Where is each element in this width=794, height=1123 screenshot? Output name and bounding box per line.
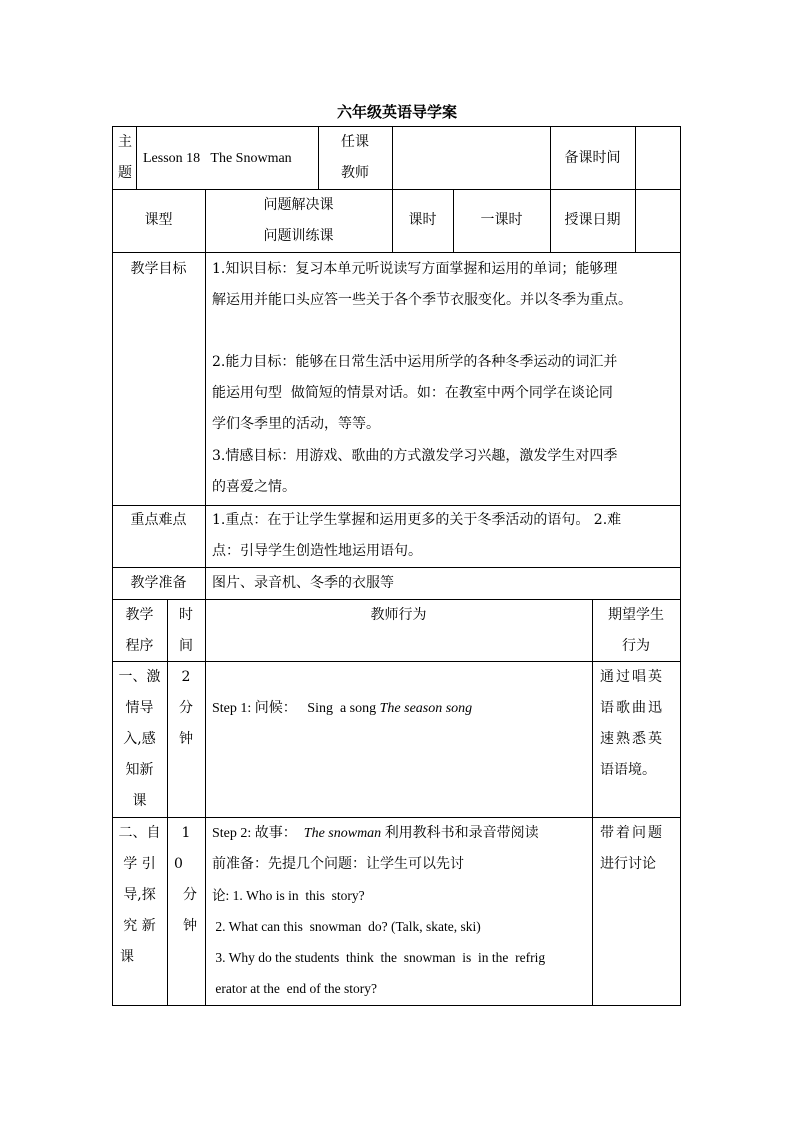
step1-procedure: 一、激	[118, 669, 161, 685]
objectives-line: 能运用句型 做简短的情景对话。如：在教室中两个同学在谈论同	[212, 385, 613, 401]
topic-label: 主题	[118, 134, 132, 181]
step1-student: 速熟悉英	[600, 731, 664, 747]
type-value-2: 问题训练课	[263, 228, 334, 244]
step1-time: 分	[179, 700, 193, 716]
objectives-line: 学们冬季里的活动，等等。	[212, 416, 380, 432]
step2-time: 钟	[183, 918, 197, 934]
step1-action-text: Step 1: 问候： Sing a song	[212, 701, 380, 716]
keypoints-line: 1.重点：在于让学生掌握和运用更多的关于冬季活动的语句。 2.难	[212, 512, 622, 528]
row-divider	[112, 252, 680, 253]
col-divider	[392, 126, 393, 189]
question-line: 论: 1. Who is in this story?	[212, 888, 365, 903]
preparation-label: 教学准备	[130, 575, 187, 591]
col-divider	[318, 126, 319, 189]
period-value: 一课时	[480, 212, 523, 228]
step2-procedure: 课	[120, 949, 134, 965]
table-border-top	[112, 126, 680, 127]
col-divider	[635, 126, 636, 189]
step2-action-text: 利用教科书和录音带阅读	[381, 826, 539, 841]
question-line: erator at the end of the story?	[212, 981, 377, 996]
prep-time-label: 备课时间	[564, 150, 621, 166]
objectives-label: 教学目标	[130, 261, 187, 277]
time-header: 间	[179, 638, 193, 654]
step1-procedure: 情导	[125, 700, 154, 716]
period-label: 课时	[408, 212, 437, 228]
keypoints-line: 点：引导学生创造性地运用语句。	[212, 543, 422, 559]
step1-action	[212, 662, 590, 724]
step2-procedure: 究 新	[123, 918, 156, 934]
row-divider	[112, 189, 680, 190]
objectives-line: 2.能力目标：能够在日常生活中运用所学的各种冬季运动的词汇并	[212, 354, 618, 370]
step1-time: 钟	[179, 731, 193, 747]
question-line: 3. Why do the students think the snowman is in the refrig	[212, 950, 546, 965]
step2-time: 1	[181, 825, 191, 841]
objectives-line: 1.知识目标：复习本单元听说读写方面掌握和运用的单词；能够理	[212, 261, 618, 277]
objectives-line: 3.情感目标：用游戏、歌曲的方式激发学习兴趣，激发学生对四季	[212, 448, 618, 464]
step2-action-text: Step 2: 故事：	[212, 826, 304, 841]
page-title: 六年级英语导学案	[336, 103, 457, 121]
question-line: 2. What can this snowman do? (Talk, skate, ski)	[212, 919, 481, 934]
topic-value: Lesson 18 The Snowman	[143, 151, 292, 166]
objectives-line: 的喜爱之情。	[212, 479, 296, 495]
step2-procedure: 二、自	[118, 825, 161, 841]
step2-procedure: 学 引	[123, 856, 156, 872]
type-value-1: 问题解决课	[263, 197, 334, 213]
time-header: 时	[179, 607, 193, 623]
step1-student: 语语境。	[600, 762, 656, 778]
procedure-header: 教学	[125, 607, 154, 623]
step1-student: 语歌曲迅	[600, 700, 664, 716]
step2-student: 带着问题	[600, 825, 664, 841]
student-header: 期望学生	[608, 607, 664, 623]
teacher-label: 任课教师	[341, 134, 369, 181]
col-divider	[205, 599, 206, 1005]
step1-procedure: 入,感	[123, 731, 156, 747]
keypoints-label: 重点难点	[130, 512, 187, 528]
step1-student: 通过唱英	[600, 669, 664, 685]
type-label: 课型	[144, 212, 173, 228]
col-divider	[136, 126, 137, 189]
student-header: 行为	[622, 638, 650, 654]
step1-time: 2	[181, 669, 191, 685]
step2-time: 分	[183, 887, 197, 903]
step2-action-line	[212, 818, 590, 849]
teacher-action-header: 教师行为	[370, 607, 427, 623]
step2-student: 进行讨论	[600, 856, 656, 872]
story-title: The snowman	[303, 826, 382, 841]
preparation-value: 图片、录音机、冬季的衣服等	[212, 575, 394, 591]
col-divider	[635, 189, 636, 252]
col-divider	[205, 252, 206, 599]
objectives-line: 解运用并能口头应答一些关于各个季节衣服变化。并以冬季为重点。	[212, 292, 632, 308]
step2-action-line: 前准备：先提几个问题：让学生可以先讨	[212, 856, 464, 872]
step2-procedure: 导,探	[123, 887, 156, 903]
song-title: The season song	[379, 701, 473, 716]
step1-procedure: 知新	[125, 762, 154, 778]
table-border-bottom	[112, 1005, 680, 1006]
step1-procedure: 课	[132, 793, 147, 809]
table-border-right	[680, 126, 681, 1006]
step2-time: 0	[174, 856, 183, 872]
procedure-header: 程序	[125, 638, 154, 654]
date-label: 授课日期	[564, 212, 621, 228]
